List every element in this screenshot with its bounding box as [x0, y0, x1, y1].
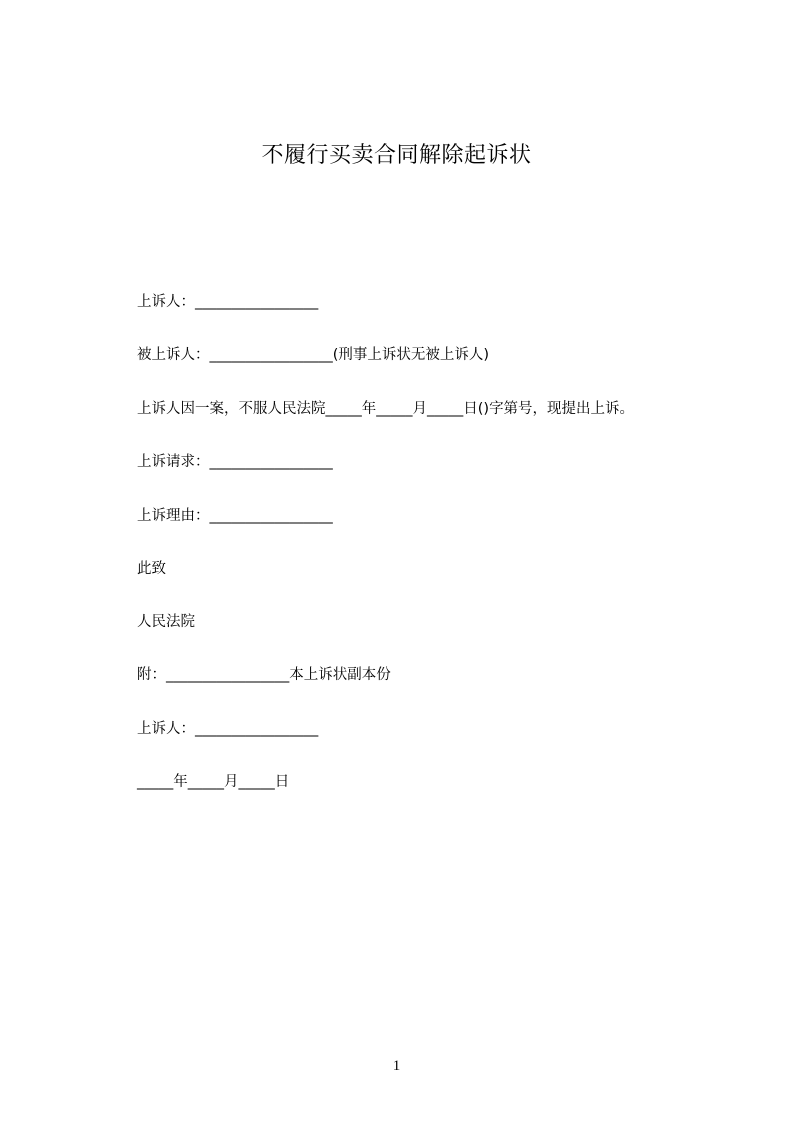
case-statement-line: 上诉人因一案，不服人民法院_____年_____月_____日()字第号，现提出上诉。	[137, 401, 635, 417]
appellant-line: 上诉人：_________________	[137, 294, 319, 310]
signature-appellant-line: 上诉人：_________________	[137, 721, 319, 737]
attachment-line: 附：_________________本上诉状副本份	[137, 667, 391, 683]
appeal-reason-line: 上诉理由：_________________	[137, 508, 333, 524]
document-title: 不履行买卖合同解除起诉状	[261, 143, 532, 168]
appellee-line: 被上诉人：_________________(刑事上诉状无被上诉人)	[137, 347, 490, 363]
court-line: 人民法院	[137, 614, 195, 630]
salutation-line: 此致	[137, 561, 166, 577]
date-line: _____年_____月_____日	[137, 774, 290, 790]
page-number: 1	[392, 1058, 401, 1074]
appeal-request-line: 上诉请求：_________________	[137, 454, 333, 470]
